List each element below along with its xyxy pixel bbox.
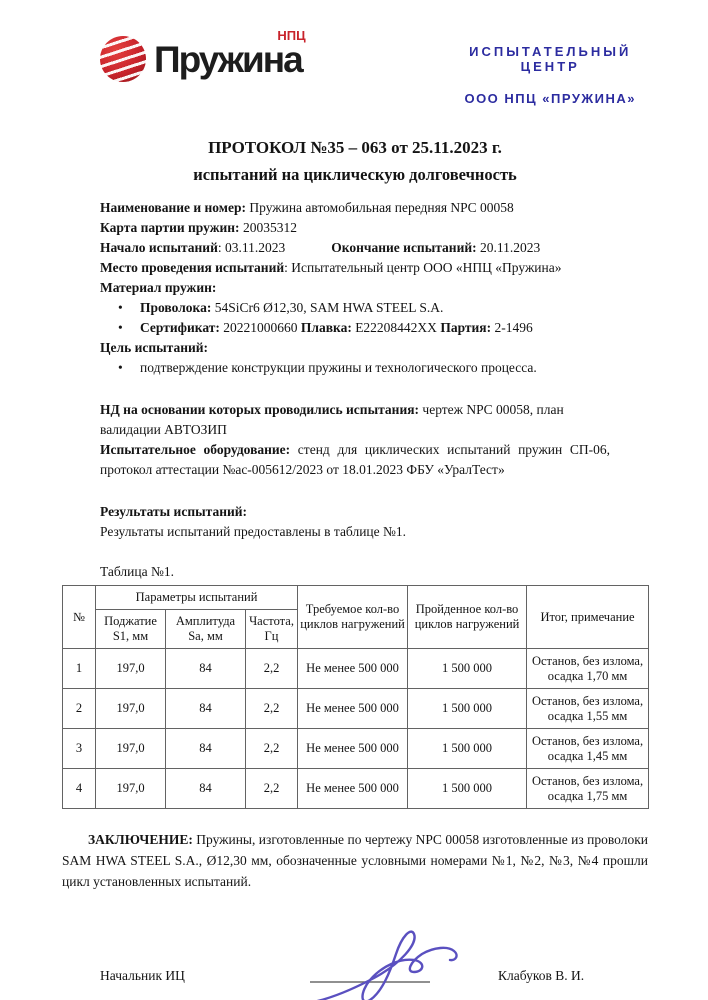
field-start-label: Начало испытаний: [100, 240, 218, 255]
bullet-cert-text: [140, 318, 533, 338]
protocol-title: ПРОТОКОЛ №35 – 063 от 25.11.2023 г.: [208, 138, 502, 157]
nd-value: чертеж NPC 00058, план валидации АВТОЗИП: [100, 402, 564, 437]
party-label: Партия:: [440, 320, 492, 335]
test-center-line1: ИСПЫТАТЕЛЬНЫЙ: [469, 44, 632, 59]
bullet-goal: [100, 358, 610, 378]
cell-result: Останов, без излома, осадка 1,45 мм: [527, 729, 649, 769]
cell-no: 2: [63, 689, 96, 729]
col-sa: Амплитуда Sa, мм: [166, 610, 246, 649]
results-table: [62, 585, 649, 809]
cell-sa: 84: [166, 689, 246, 729]
company-logo: [100, 27, 308, 82]
bullet-wire: [100, 298, 610, 318]
spring-ball-icon: [100, 36, 146, 82]
cell-required: Не менее 500 000: [298, 649, 408, 689]
cell-passed: 1 500 000: [408, 769, 527, 809]
field-nd: [100, 400, 610, 440]
conclusion-label: ЗАКЛЮЧЕНИЕ:: [88, 832, 193, 847]
field-material: [100, 278, 610, 298]
cell-freq: 2,2: [246, 769, 298, 809]
cell-required: Не менее 500 000: [298, 729, 408, 769]
cell-required: Не менее 500 000: [298, 769, 408, 809]
cell-s1: 197,0: [96, 649, 166, 689]
cell-no: 3: [63, 729, 96, 769]
logo-brand-text: Пружина: [154, 38, 302, 80]
field-batch: [100, 218, 610, 238]
signer-name: Клабуков В. И.: [498, 968, 585, 983]
melt-value: E22208442XX: [351, 320, 441, 335]
bullet-icon: •: [118, 360, 123, 375]
cert-label: Сертификат:: [140, 320, 220, 335]
cell-result: Останов, без излома, осадка 1,55 мм: [527, 689, 649, 729]
test-center-block: [464, 36, 636, 106]
cell-no: 1: [63, 649, 96, 689]
col-required: Требуемое кол-во циклов нагружений: [298, 586, 408, 649]
party-value: 2-1496: [491, 320, 533, 335]
wire-value: 54SiCr6 Ø12,30, SAM HWA STEEL S.A.: [211, 300, 444, 315]
cell-passed: 1 500 000: [408, 649, 527, 689]
cell-result: Останов, без излома, осадка 1,70 мм: [527, 649, 649, 689]
cell-s1: 197,0: [96, 689, 166, 729]
col-group-params: Параметры испытаний: [96, 586, 298, 610]
cell-passed: 1 500 000: [408, 729, 527, 769]
field-equipment: [100, 440, 610, 480]
cell-sa: 84: [166, 729, 246, 769]
cell-s1: 197,0: [96, 769, 166, 809]
bullet-wire-text: [140, 298, 443, 318]
test-center-line2: ЦЕНТР: [520, 59, 580, 74]
field-end-label: Окончание испытаний:: [331, 240, 477, 255]
col-no: №: [63, 586, 96, 649]
org-name: ООО НПЦ «ПРУЖИНА»: [464, 91, 636, 106]
table-row: [63, 689, 649, 729]
col-freq: Частота, Гц: [246, 610, 298, 649]
cell-result: Останов, без излома, осадка 1,75 мм: [527, 769, 649, 809]
results-heading: [100, 502, 610, 522]
cell-freq: 2,2: [246, 649, 298, 689]
logo-wordmark: [154, 27, 308, 80]
bullet-cert: [100, 318, 610, 338]
cell-s1: 197,0: [96, 729, 166, 769]
cell-sa: 84: [166, 769, 246, 809]
col-passed: Пройденное кол-во циклов нагружений: [408, 586, 527, 649]
cert-value: 20221000660: [219, 320, 301, 335]
field-place-label: Место проведения испытаний: [100, 260, 285, 275]
field-name: [100, 198, 610, 218]
field-name-value: Пружина автомобильная передняя NPC 00058: [246, 200, 514, 215]
cell-passed: 1 500 000: [408, 689, 527, 729]
field-batch-value: 20035312: [239, 220, 297, 235]
melt-label: Плавка:: [300, 320, 352, 335]
field-batch-label: Карта партии пружин:: [100, 220, 240, 235]
cell-no: 4: [63, 769, 96, 809]
field-start-value: : 03.11.2023: [217, 240, 286, 255]
table-row: [63, 729, 649, 769]
col-s1: Поджатие S1, мм: [96, 610, 166, 649]
conclusion-text: Пружины, изготовленные по чертежу NPC 00058 изготовленные из проволоки SAM HWA STEEL S.A., Ø12,30 мм, обозначенные условными номерами №1, №2, №3, №4 прошли цикл установленных испытаний.: [62, 832, 648, 889]
field-material-label: Материал пружин:: [100, 280, 217, 295]
field-dates: [100, 238, 610, 258]
signature-block: [62, 920, 648, 1000]
field-place: [100, 258, 610, 278]
goal-label: Цель испытаний:: [100, 340, 209, 355]
results-label: Результаты испытаний:: [100, 504, 248, 519]
field-end-value: 20.11.2023: [476, 240, 541, 255]
table-header-row-1: [63, 586, 649, 610]
signer-role: Начальник ИЦ: [100, 968, 185, 983]
equipment-label: Испытательное оборудование:: [100, 442, 291, 457]
cell-freq: 2,2: [246, 689, 298, 729]
wire-label: Проволока:: [140, 300, 212, 315]
protocol-subtitle: испытаний на циклическую долговечность: [193, 165, 517, 184]
field-goal: [100, 338, 610, 358]
cell-required: Не менее 500 000: [298, 689, 408, 729]
table-caption: Таблица №1.: [100, 564, 174, 579]
logo-npc-superscript: НПЦ: [277, 27, 306, 43]
cell-freq: 2,2: [246, 729, 298, 769]
equipment-value: стенд для циклических испытаний пружин СП-06, протокол аттестации №ас-005612/2023 от 18.01.2023 ФБУ «УралТест»: [100, 442, 610, 477]
document-header: [100, 27, 636, 114]
bullet-icon: •: [118, 300, 123, 315]
col-result: Итог, примечание: [527, 586, 649, 649]
cell-sa: 84: [166, 649, 246, 689]
nd-label: НД на основании которых проводились испытания:: [100, 402, 420, 417]
table-row: [63, 769, 649, 809]
table-row: [63, 649, 649, 689]
field-name-label: Наименование и номер:: [100, 200, 246, 215]
field-place-value: : Испытательный центр ООО «НПЦ «Пружина»: [284, 260, 562, 275]
bullet-icon: •: [118, 320, 123, 335]
signature-scribble-icon: [262, 920, 482, 1000]
results-sentence: Результаты испытаний предоставлены в таблице №1.: [100, 524, 407, 539]
goal-value: подтверждение конструкции пружины и технологического процесса.: [140, 360, 537, 375]
conclusion-paragraph: [62, 829, 648, 892]
